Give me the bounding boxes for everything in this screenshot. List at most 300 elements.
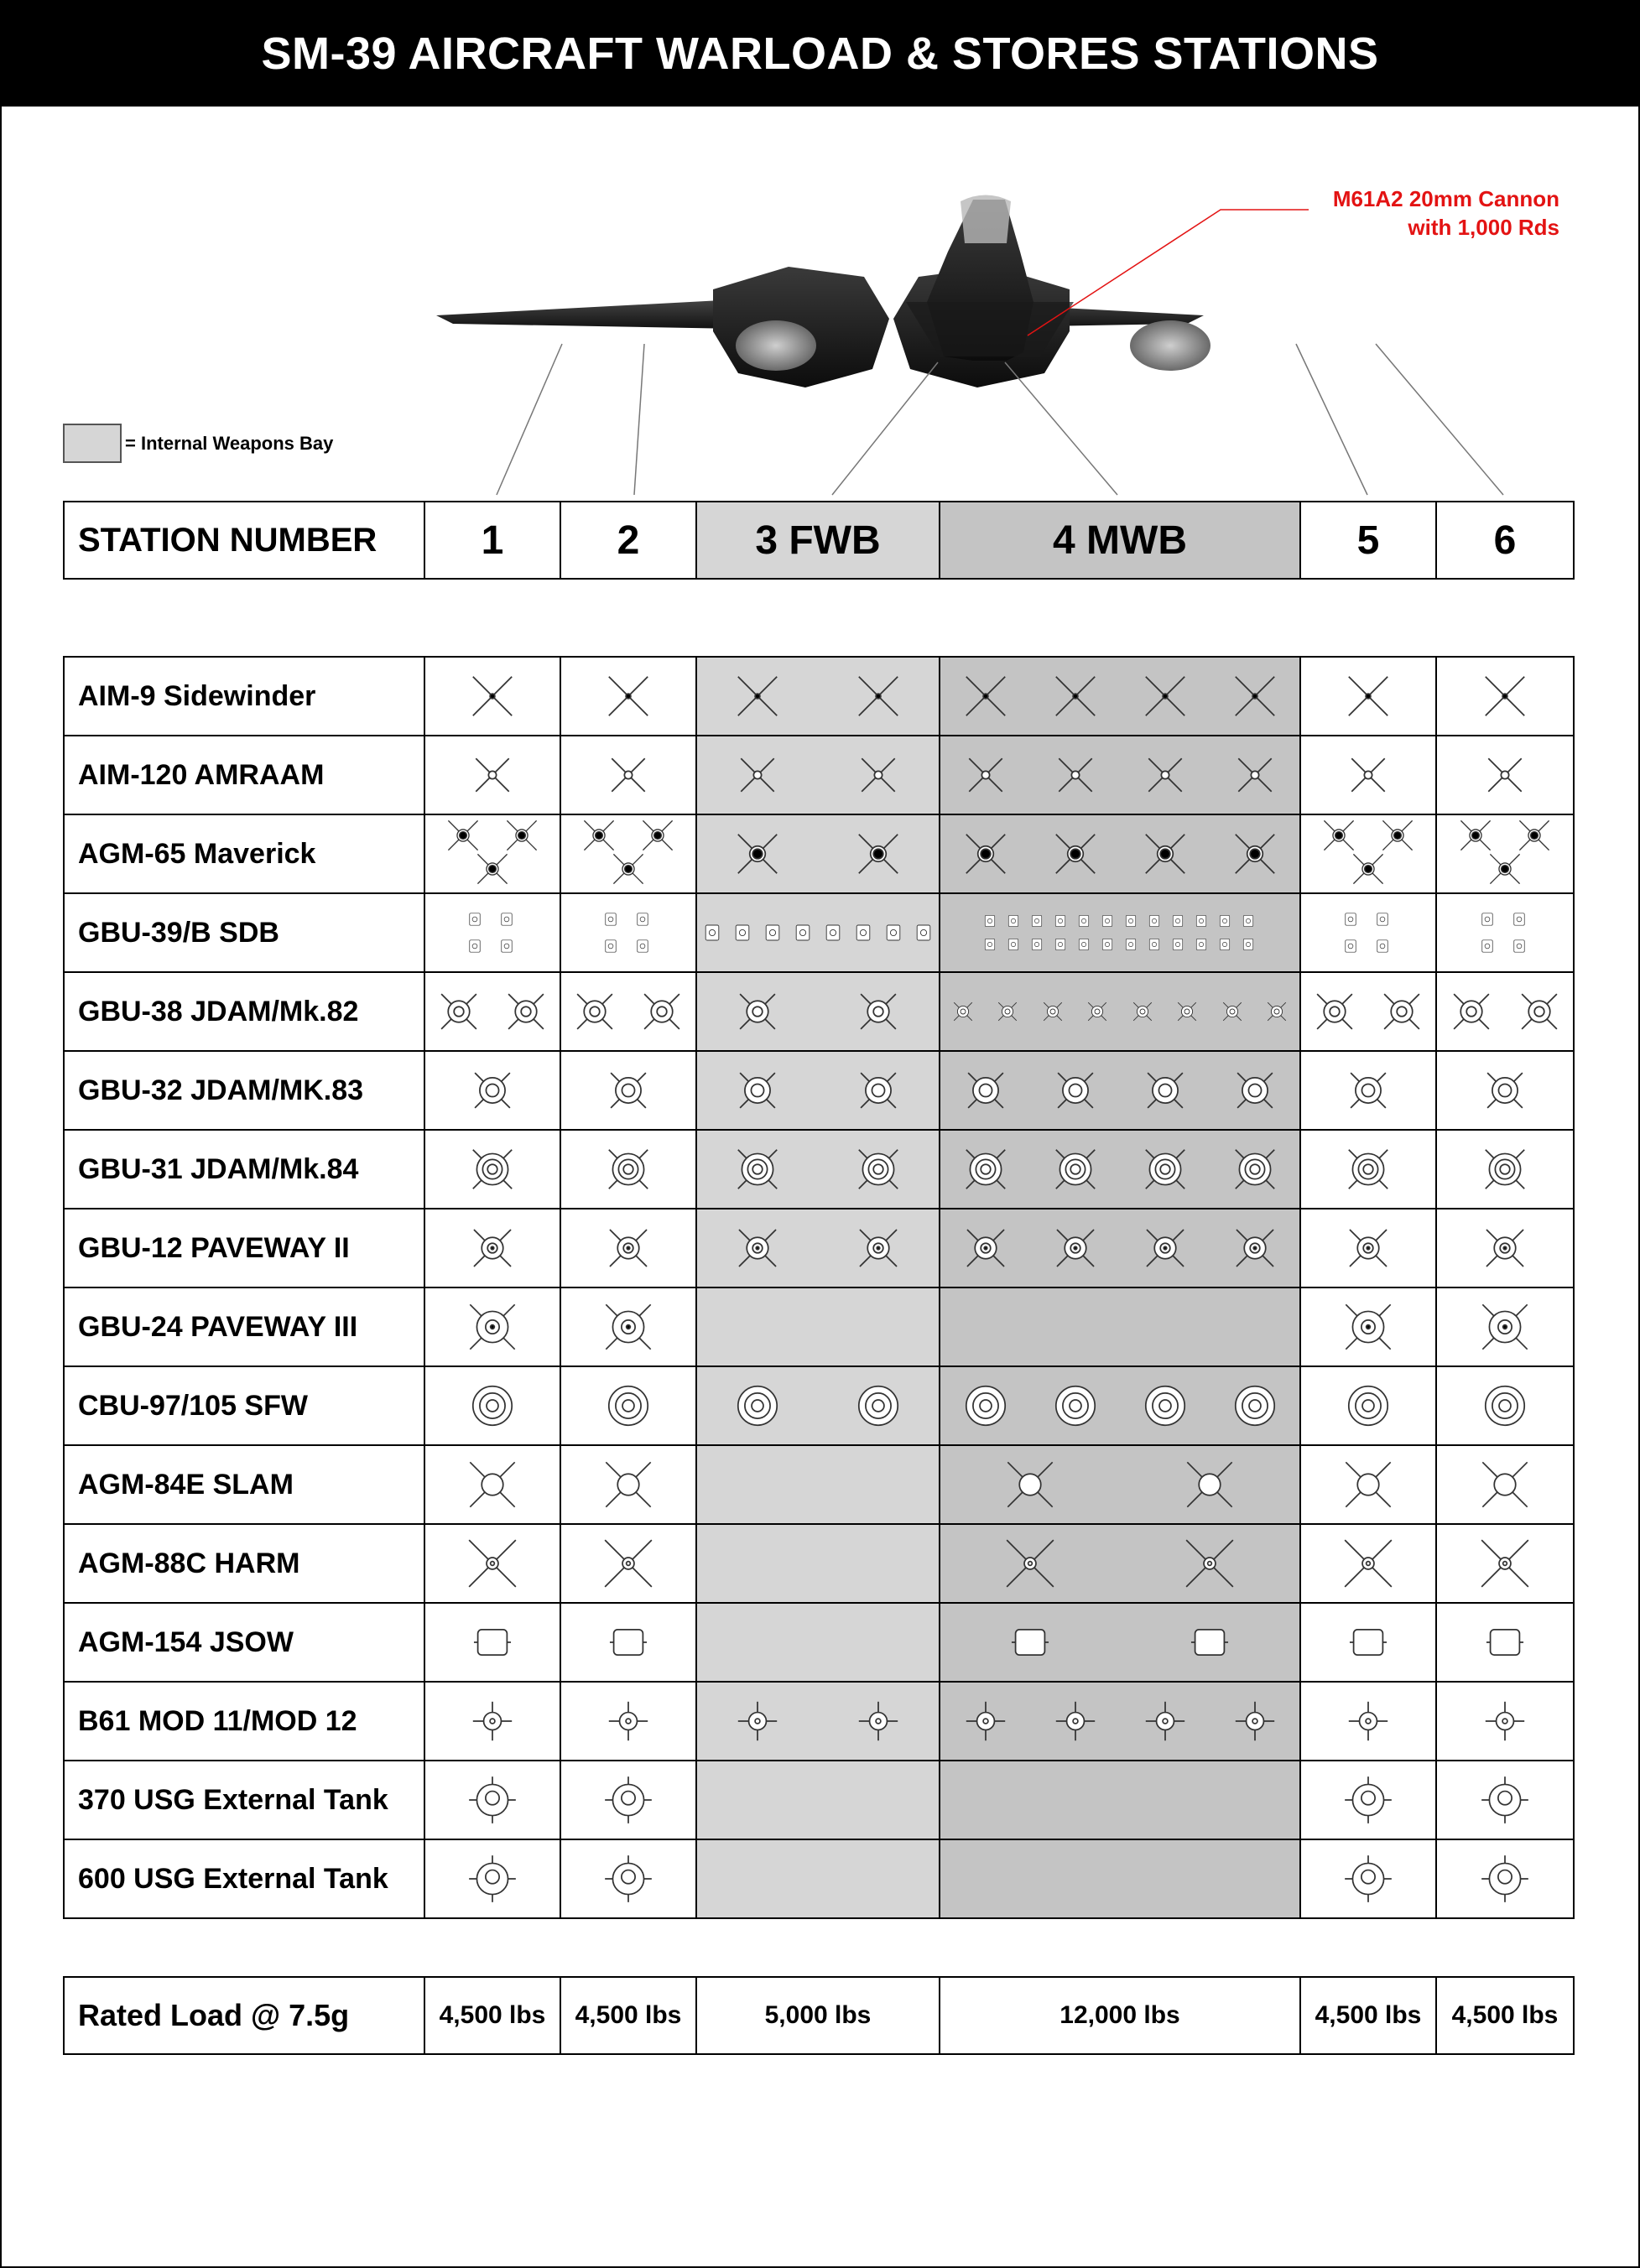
- gbu38-icon: [1174, 999, 1200, 1024]
- weapon-name: AGM-88C HARM: [64, 1524, 424, 1603]
- b61-icon: [1231, 1697, 1279, 1745]
- weapon-glyphs: [1437, 1539, 1573, 1588]
- gbu31-icon: [1344, 1145, 1393, 1194]
- b61-icon: [961, 1697, 1010, 1745]
- gbu39-icon: [633, 936, 653, 956]
- gbu31-icon: [1141, 1145, 1190, 1194]
- station-header-table: [63, 501, 1575, 580]
- weapon-name: GBU-24 PAVEWAY III: [64, 1287, 424, 1366]
- weapon-glyphs: [1301, 1854, 1435, 1903]
- cbu97-icon: [854, 1381, 903, 1430]
- station-3-cell: [696, 1603, 940, 1682]
- agm65-icon: [1486, 850, 1523, 887]
- aim120-icon: [854, 751, 903, 799]
- agm65-icon: [1231, 830, 1279, 878]
- station-4-cell: [940, 657, 1300, 736]
- tank-icon: [1481, 1854, 1529, 1903]
- station-4: 4 MWB: [940, 502, 1300, 579]
- aim9-icon: [1051, 672, 1100, 720]
- aim9-icon: [468, 672, 517, 720]
- station-3-cell: [696, 1445, 940, 1524]
- cbu97-icon: [733, 1381, 782, 1430]
- rated-load-station-3: 5,000 lbs: [696, 1977, 940, 2054]
- gbu39-icon: [1509, 909, 1529, 929]
- weapon-glyphs: [1437, 909, 1573, 956]
- station-6-cell: [1436, 1287, 1574, 1366]
- station-1-cell: [424, 1445, 560, 1524]
- gbu32-icon: [604, 1066, 653, 1115]
- gbu39-icon: [1169, 935, 1187, 954]
- station-5: 5: [1300, 502, 1436, 579]
- station-1-cell: [424, 1761, 560, 1839]
- weapon-glyphs: [697, 672, 939, 720]
- station-4-cell: [940, 736, 1300, 814]
- station-4-cell: [940, 1445, 1300, 1524]
- weapon-glyphs: [1437, 1066, 1573, 1115]
- gbu39-icon: [465, 936, 485, 956]
- station-3-cell: [696, 972, 940, 1051]
- station-1-cell: [424, 1287, 560, 1366]
- station-header-row: [64, 502, 1574, 579]
- rated-load-table: [63, 1976, 1575, 2055]
- weapon-glyphs: [561, 1224, 695, 1272]
- gbu32-icon: [961, 1066, 1010, 1115]
- gbu39-icon: [497, 909, 517, 929]
- agm84-icon: [1344, 1460, 1393, 1509]
- gbu38-icon: [1220, 999, 1245, 1024]
- station-1-cell: [424, 657, 560, 736]
- aim9-icon: [1344, 672, 1393, 720]
- weapon-glyphs: [561, 1618, 695, 1667]
- station-5-cell: [1300, 1761, 1436, 1839]
- station-2-cell: [560, 736, 696, 814]
- page-title: SM-39 AIRCRAFT WARLOAD & STORES STATIONS: [261, 28, 1379, 79]
- gbu39-icon: [1216, 935, 1234, 954]
- weapon-glyphs: [425, 1224, 560, 1272]
- station-6-cell: [1436, 1051, 1574, 1130]
- station-2-cell: [560, 1603, 696, 1682]
- gbu39-icon: [465, 909, 485, 929]
- legend-label: = Internal Weapons Bay: [125, 432, 334, 454]
- gbu31-icon: [468, 1145, 517, 1194]
- station-6-cell: [1436, 1130, 1574, 1209]
- weapon-glyphs: [561, 1697, 695, 1745]
- rated-load-station-5: 4,500 lbs: [1300, 1977, 1436, 2054]
- agm65-icon: [1516, 817, 1553, 854]
- weapon-name: 370 USG External Tank: [64, 1761, 424, 1839]
- gbu39-icon: [1239, 912, 1257, 930]
- station-6-cell: [1436, 657, 1574, 736]
- weapon-glyphs: [561, 1854, 695, 1903]
- station-6-cell: [1436, 1524, 1574, 1603]
- station-6-cell: [1436, 1839, 1574, 1918]
- gbu39-icon: [1341, 909, 1361, 929]
- gbu39-icon: [1145, 935, 1164, 954]
- gbu39-icon: [1075, 935, 1093, 954]
- weapon-glyphs: [425, 1066, 560, 1115]
- aim120-icon: [604, 751, 653, 799]
- aim9-icon: [1141, 672, 1190, 720]
- gbu39-icon: [1098, 935, 1117, 954]
- station-5-cell: [1300, 1524, 1436, 1603]
- station-5-cell: [1300, 1682, 1436, 1761]
- gbu38-icon: [1130, 999, 1155, 1024]
- cbu97-icon: [1481, 1381, 1529, 1430]
- station-3-cell: [696, 657, 940, 736]
- station-4-cell: [940, 1209, 1300, 1287]
- station-5-cell: [1300, 736, 1436, 814]
- station-4-cell: [940, 1051, 1300, 1130]
- weapon-glyphs: [561, 1145, 695, 1194]
- weapon-glyphs: [425, 1854, 560, 1903]
- station-3-cell: [696, 1209, 940, 1287]
- tank-icon: [468, 1776, 517, 1824]
- gbu39-icon: [730, 920, 755, 945]
- weapon-name: AGM-154 JSOW: [64, 1603, 424, 1682]
- weapon-glyphs: [425, 1303, 560, 1351]
- weapon-row: [64, 1445, 1574, 1524]
- station-2-cell: [560, 657, 696, 736]
- gbu38-icon: [733, 987, 782, 1036]
- gbu32-icon: [733, 1066, 782, 1115]
- gbu39-icon: [1509, 936, 1529, 956]
- agm84-icon: [1481, 1460, 1529, 1509]
- agm65-icon: [961, 830, 1010, 878]
- gbu12-icon: [1231, 1224, 1279, 1272]
- gbu38-icon: [1515, 987, 1564, 1036]
- gbu12-icon: [1344, 1224, 1393, 1272]
- weapon-glyphs: [561, 987, 695, 1036]
- weapon-glyphs: [697, 1066, 939, 1115]
- station-2-cell: [560, 893, 696, 972]
- b61-icon: [854, 1697, 903, 1745]
- callout-line-1: M61A2 20mm Cannon: [1332, 186, 1559, 211]
- aim9-icon: [1231, 672, 1279, 720]
- weapon-glyphs: [940, 830, 1299, 878]
- b61-icon: [1051, 1697, 1100, 1745]
- weapon-glyphs: [561, 1066, 695, 1115]
- agm65-icon: [639, 817, 676, 854]
- agm154-icon: [1344, 1618, 1393, 1667]
- callout-line-2: with 1,000 Rds: [1408, 215, 1559, 240]
- station-3-cell: [696, 1682, 940, 1761]
- gbu32-icon: [1051, 1066, 1100, 1115]
- gbu39-icon: [1122, 935, 1140, 954]
- gbu24-icon: [604, 1303, 653, 1351]
- station-4-cell: [940, 972, 1300, 1051]
- cbu97-icon: [1344, 1381, 1393, 1430]
- weapon-glyphs: [1437, 1224, 1573, 1272]
- tank-icon: [468, 1854, 517, 1903]
- agm84-icon: [1185, 1460, 1234, 1509]
- agm154-icon: [1185, 1618, 1234, 1667]
- weapon-glyphs: [1301, 1066, 1435, 1115]
- aim9-icon: [961, 672, 1010, 720]
- station-6: 6: [1436, 502, 1574, 579]
- weapon-glyphs: [561, 672, 695, 720]
- gbu31-icon: [1231, 1145, 1279, 1194]
- station-5-cell: [1300, 972, 1436, 1051]
- station-4-cell: [940, 893, 1300, 972]
- gbu38-icon: [435, 987, 483, 1036]
- gbu39-icon: [820, 920, 846, 945]
- gbu39-icon: [1051, 912, 1070, 930]
- agm88-icon: [1006, 1539, 1054, 1588]
- tank-icon: [604, 1854, 653, 1903]
- station-2-cell: [560, 1524, 696, 1603]
- gbu39-icon: [601, 909, 621, 929]
- gbu39-icon: [1239, 935, 1257, 954]
- station-1-cell: [424, 736, 560, 814]
- right-intake: [1130, 320, 1210, 371]
- aim9-icon: [854, 672, 903, 720]
- station-3-cell: [696, 1366, 940, 1445]
- station-2-cell: [560, 1051, 696, 1130]
- weapon-glyphs: [425, 1460, 560, 1509]
- station-2-cell: [560, 1839, 696, 1918]
- gbu38-icon: [1377, 987, 1426, 1036]
- weapon-glyphs: [1301, 1697, 1435, 1745]
- weapon-glyphs: [940, 912, 1299, 954]
- gbu38-icon: [854, 987, 903, 1036]
- gbu38-icon: [570, 987, 619, 1036]
- agm154-icon: [468, 1618, 517, 1667]
- gbu38-icon: [1447, 987, 1496, 1036]
- station-1-cell: [424, 1524, 560, 1603]
- gbu32-icon: [1231, 1066, 1279, 1115]
- left-wing: [436, 300, 738, 329]
- gbu31-icon: [854, 1145, 903, 1194]
- station-4-cell: [940, 814, 1300, 893]
- gbu39-icon: [911, 920, 936, 945]
- weapon-glyphs: [425, 1381, 560, 1430]
- weapon-row: [64, 814, 1574, 893]
- cbu97-icon: [468, 1381, 517, 1430]
- gbu39-icon: [1051, 935, 1070, 954]
- weapon-row: [64, 1603, 1574, 1682]
- gbu39-icon: [700, 920, 725, 945]
- gbu31-icon: [733, 1145, 782, 1194]
- legend-swatch: [63, 424, 122, 463]
- station-4-cell: [940, 1366, 1300, 1445]
- gbu39-icon: [1477, 909, 1497, 929]
- agm88-icon: [1344, 1539, 1393, 1588]
- weapon-glyphs: [1437, 987, 1573, 1036]
- station-1-cell: [424, 1682, 560, 1761]
- cbu97-icon: [961, 1381, 1010, 1430]
- agm65-icon: [1379, 817, 1416, 854]
- weapon-glyphs: [425, 987, 560, 1036]
- weapon-name: GBU-39/B SDB: [64, 893, 424, 972]
- weapon-glyphs: [425, 1618, 560, 1667]
- station-3-cell: [696, 1524, 940, 1603]
- weapon-glyphs: [1437, 1145, 1573, 1194]
- station-1-cell: [424, 1603, 560, 1682]
- station-2-cell: [560, 1445, 696, 1524]
- weapon-glyphs: [425, 672, 560, 720]
- gbu39-icon: [1122, 912, 1140, 930]
- gbu38-icon: [1040, 999, 1065, 1024]
- station-1-cell: [424, 1366, 560, 1445]
- gbu39-icon: [1216, 912, 1234, 930]
- cbu97-icon: [1051, 1381, 1100, 1430]
- weapon-name: AIM-120 AMRAAM: [64, 736, 424, 814]
- station-6-cell: [1436, 1603, 1574, 1682]
- gbu38-icon: [638, 987, 686, 1036]
- agm65-icon: [474, 850, 511, 887]
- station-5-cell: [1300, 1445, 1436, 1524]
- gbu39-icon: [1341, 936, 1361, 956]
- weapon-name: GBU-31 JDAM/Mk.84: [64, 1130, 424, 1209]
- weapon-glyphs: [1301, 751, 1435, 799]
- weapon-glyphs: [561, 1460, 695, 1509]
- weapon-row: [64, 1682, 1574, 1761]
- station-3: 3 FWB: [696, 502, 940, 579]
- gbu12-icon: [854, 1224, 903, 1272]
- gbu31-icon: [961, 1145, 1010, 1194]
- weapon-glyphs: [697, 920, 939, 945]
- weapon-glyphs: [697, 830, 939, 878]
- weapon-glyphs: [1301, 1224, 1435, 1272]
- agm65-icon: [1141, 830, 1190, 878]
- station-6-cell: [1436, 736, 1574, 814]
- station-3-cell: [696, 1761, 940, 1839]
- station-1-cell: [424, 972, 560, 1051]
- gbu24-icon: [1344, 1303, 1393, 1351]
- station-2-cell: [560, 1682, 696, 1761]
- weapon-glyphs: [1437, 751, 1573, 799]
- weapon-row: [64, 657, 1574, 736]
- station-6-cell: [1436, 1209, 1574, 1287]
- weapon-glyphs: [561, 751, 695, 799]
- tank-icon: [1344, 1854, 1393, 1903]
- weapon-glyphs: [940, 672, 1299, 720]
- left-intake: [736, 320, 816, 371]
- cbu97-icon: [1141, 1381, 1190, 1430]
- weapon-glyphs: [1437, 1303, 1573, 1351]
- canopy: [961, 195, 1011, 244]
- station-6-cell: [1436, 814, 1574, 893]
- weapon-row: [64, 1287, 1574, 1366]
- weapon-glyphs: [940, 1145, 1299, 1194]
- station-6-cell: [1436, 1445, 1574, 1524]
- aim120-icon: [1344, 751, 1393, 799]
- station-1: 1: [424, 502, 560, 579]
- gbu39-icon: [601, 936, 621, 956]
- weapon-glyphs: [1301, 1460, 1435, 1509]
- weapon-glyphs: [697, 1697, 939, 1745]
- weapon-glyphs: [1437, 672, 1573, 720]
- gbu39-icon: [1098, 912, 1117, 930]
- weapon-name: GBU-32 JDAM/MK.83: [64, 1051, 424, 1130]
- weapon-glyphs: [940, 1697, 1299, 1745]
- weapon-glyphs: [1437, 1618, 1573, 1667]
- gbu38-icon: [1264, 999, 1289, 1024]
- weapon-glyphs: [697, 987, 939, 1036]
- station-5-cell: [1300, 1603, 1436, 1682]
- weapon-row: [64, 1839, 1574, 1918]
- aim120-icon: [1051, 751, 1100, 799]
- gbu39-icon: [1075, 912, 1093, 930]
- station-5-cell: [1300, 1287, 1436, 1366]
- station-number-label: STATION NUMBER: [64, 502, 424, 579]
- station-6-cell: [1436, 1761, 1574, 1839]
- gbu24-icon: [468, 1303, 517, 1351]
- tank-icon: [1344, 1776, 1393, 1824]
- gbu39-icon: [1372, 909, 1393, 929]
- station-2-cell: [560, 1761, 696, 1839]
- weapon-glyphs: [940, 1381, 1299, 1430]
- weapon-glyphs: [1437, 1854, 1573, 1903]
- weapon-glyphs: [561, 1776, 695, 1824]
- aim120-icon: [468, 751, 517, 799]
- station-4-cell: [940, 1839, 1300, 1918]
- gbu39-icon: [1028, 935, 1046, 954]
- station-4-cell: [940, 1603, 1300, 1682]
- station-3-cell: [696, 1839, 940, 1918]
- gbu38-icon: [950, 999, 976, 1024]
- rated-load-label: Rated Load @ 7.5g: [64, 1977, 424, 2054]
- tank-icon: [604, 1776, 653, 1824]
- tank-icon: [1481, 1776, 1529, 1824]
- rated-load-station-1: 4,500 lbs: [424, 1977, 560, 2054]
- weapon-name: 600 USG External Tank: [64, 1839, 424, 1918]
- weapon-row: [64, 1209, 1574, 1287]
- weapon-row: [64, 1524, 1574, 1603]
- weapon-glyphs: [425, 1776, 560, 1824]
- station-6-cell: [1436, 893, 1574, 972]
- weapon-glyphs: [940, 1460, 1299, 1509]
- station-2-cell: [560, 814, 696, 893]
- gbu38-icon: [502, 987, 550, 1036]
- weapon-name: GBU-38 JDAM/Mk.82: [64, 972, 424, 1051]
- b61-icon: [1344, 1697, 1393, 1745]
- gbu39-icon: [1192, 912, 1210, 930]
- station-5-cell: [1300, 1366, 1436, 1445]
- aim120-icon: [961, 751, 1010, 799]
- station-6-cell: [1436, 1366, 1574, 1445]
- weapon-name: GBU-12 PAVEWAY II: [64, 1209, 424, 1287]
- agm88-icon: [1185, 1539, 1234, 1588]
- weapon-glyphs: [561, 1303, 695, 1351]
- gbu32-icon: [468, 1066, 517, 1115]
- station-5-cell: [1300, 1130, 1436, 1209]
- station-2-cell: [560, 1209, 696, 1287]
- rated-load-row: [64, 1977, 1574, 2054]
- gbu31-icon: [1051, 1145, 1100, 1194]
- station-6-cell: [1436, 972, 1574, 1051]
- station-1-cell: [424, 1130, 560, 1209]
- gbu39-icon: [1169, 912, 1187, 930]
- weapon-glyphs: [940, 999, 1299, 1024]
- station-4-cell: [940, 1287, 1300, 1366]
- agm154-icon: [1481, 1618, 1529, 1667]
- weapon-glyphs: [1301, 909, 1435, 956]
- station-5-cell: [1300, 1209, 1436, 1287]
- weapon-glyphs: [425, 1145, 560, 1194]
- weapon-glyphs: [561, 1381, 695, 1430]
- gbu39-icon: [981, 935, 999, 954]
- gbu39-icon: [760, 920, 785, 945]
- gbu12-icon: [1051, 1224, 1100, 1272]
- station-2: 2: [560, 502, 696, 579]
- weapon-glyphs: [561, 909, 695, 956]
- aim9-icon: [733, 672, 782, 720]
- weapon-name: AGM-65 Maverick: [64, 814, 424, 893]
- station-4-cell: [940, 1682, 1300, 1761]
- cannon-callout: [1333, 185, 1559, 242]
- agm65-icon: [1350, 850, 1387, 887]
